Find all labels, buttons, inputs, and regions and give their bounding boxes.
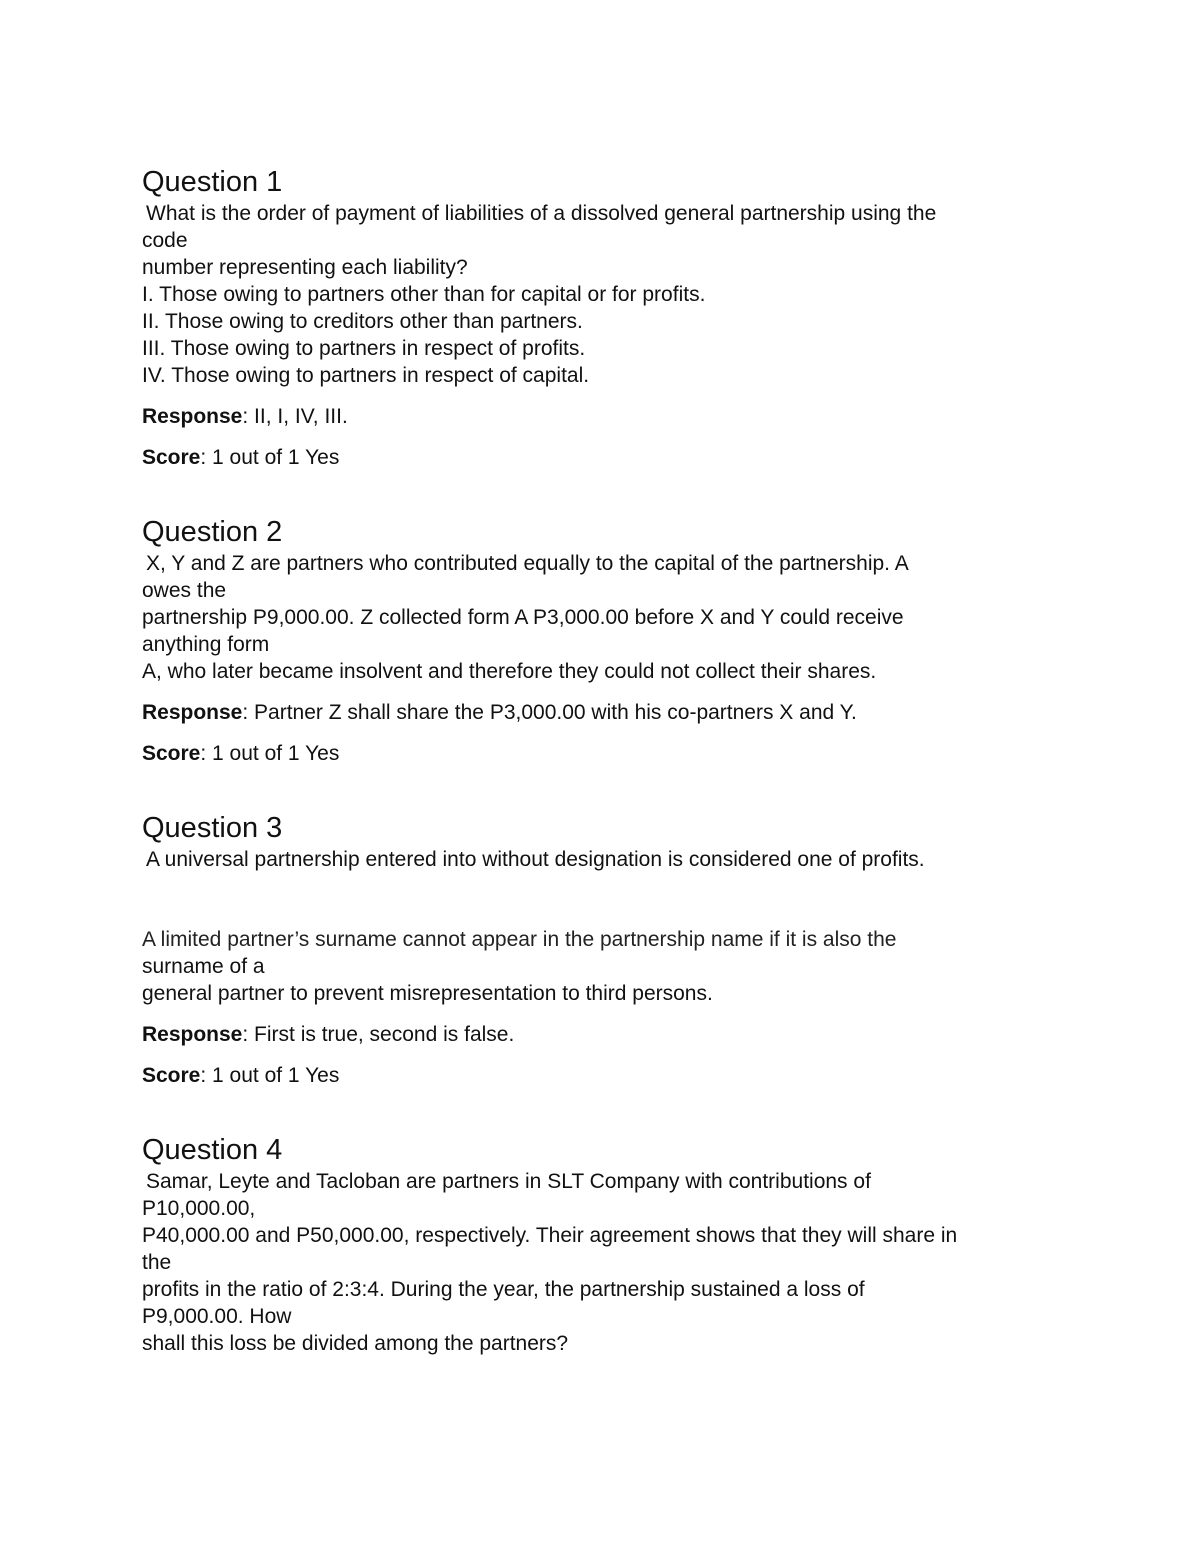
response-value: : II, I, IV, III. xyxy=(242,405,348,428)
question-text-line: A, who later became insolvent and therefore they could not collect their shares. xyxy=(142,660,877,683)
question-block-1 xyxy=(142,164,1072,471)
question-text-line: II. Those owing to creditors other than partners. xyxy=(142,310,583,333)
question-text-line: I. Those owing to partners other than for capital or for profits. xyxy=(142,283,706,306)
question-text-line: A universal partnership entered into without designation is considered one of profits. xyxy=(146,848,925,871)
document-content xyxy=(142,164,1072,1357)
question-text-line: partnership P9,000.00. Z collected form A P3,000.00 before X and Y could receive xyxy=(142,606,904,629)
score-line xyxy=(142,740,1072,767)
score-line xyxy=(142,444,1072,471)
question-text-line: III. Those owing to partners in respect of profits. xyxy=(142,337,586,360)
question-text-line: P10,000.00, xyxy=(142,1197,256,1220)
score-value: : 1 out of 1 Yes xyxy=(200,742,340,765)
question-text-line: P9,000.00. How xyxy=(142,1305,292,1328)
question-text-line: owes the xyxy=(142,579,227,602)
question-block-2 xyxy=(142,514,1072,767)
question-text-line: Samar, Leyte and Tacloban are partners in SLT Company with contributions of xyxy=(146,1170,871,1193)
statement-text-line: A limited partner’s surname cannot appear in the partnership name if it is also the xyxy=(142,928,897,951)
question-text-line: number representing each liability? xyxy=(142,256,468,279)
score-value: : 1 out of 1 Yes xyxy=(200,446,340,469)
response-line xyxy=(142,1021,1072,1048)
question-text-line: P40,000.00 and P50,000.00, respectively. Their agreement shows that they will share in xyxy=(142,1224,958,1247)
question-title: Question 1 xyxy=(142,166,283,198)
score-line xyxy=(142,1062,1072,1089)
response-line xyxy=(142,403,1072,430)
question-text-line: IV. Those owing to partners in respect of capital. xyxy=(142,364,590,387)
question-text-line: code xyxy=(142,229,188,252)
score-label: Score xyxy=(142,446,201,469)
response-label: Response xyxy=(142,405,243,428)
question-text-line: anything form xyxy=(142,633,270,656)
question-title: Question 3 xyxy=(142,812,283,844)
score-label: Score xyxy=(142,1064,201,1087)
question-text-line: the xyxy=(142,1251,172,1274)
question-text-line: X, Y and Z are partners who contributed equally to the capital of the partnership. A xyxy=(146,552,909,575)
response-value: : First is true, second is false. xyxy=(242,1023,515,1046)
statement-text-line: surname of a xyxy=(142,955,265,978)
response-label: Response xyxy=(142,701,243,724)
question-text-line: shall this loss be divided among the partners? xyxy=(142,1332,569,1355)
score-value: : 1 out of 1 Yes xyxy=(200,1064,340,1087)
response-value: : Partner Z shall share the P3,000.00 with his co-partners X and Y. xyxy=(242,701,857,724)
question-title: Question 4 xyxy=(142,1134,283,1166)
response-line xyxy=(142,699,1072,726)
question-block-3 xyxy=(142,810,1072,1089)
question-text-line: profits in the ratio of 2:3:4. During the year, the partnership sustained a loss of xyxy=(142,1278,865,1301)
statement-text-line: general partner to prevent misrepresentation to third persons. xyxy=(142,982,713,1005)
score-label: Score xyxy=(142,742,201,765)
question-block-4 xyxy=(142,1132,1072,1357)
question-title: Question 2 xyxy=(142,516,283,548)
question-text-line: What is the order of payment of liabilities of a dissolved general partnership using the xyxy=(146,202,937,225)
response-label: Response xyxy=(142,1023,243,1046)
